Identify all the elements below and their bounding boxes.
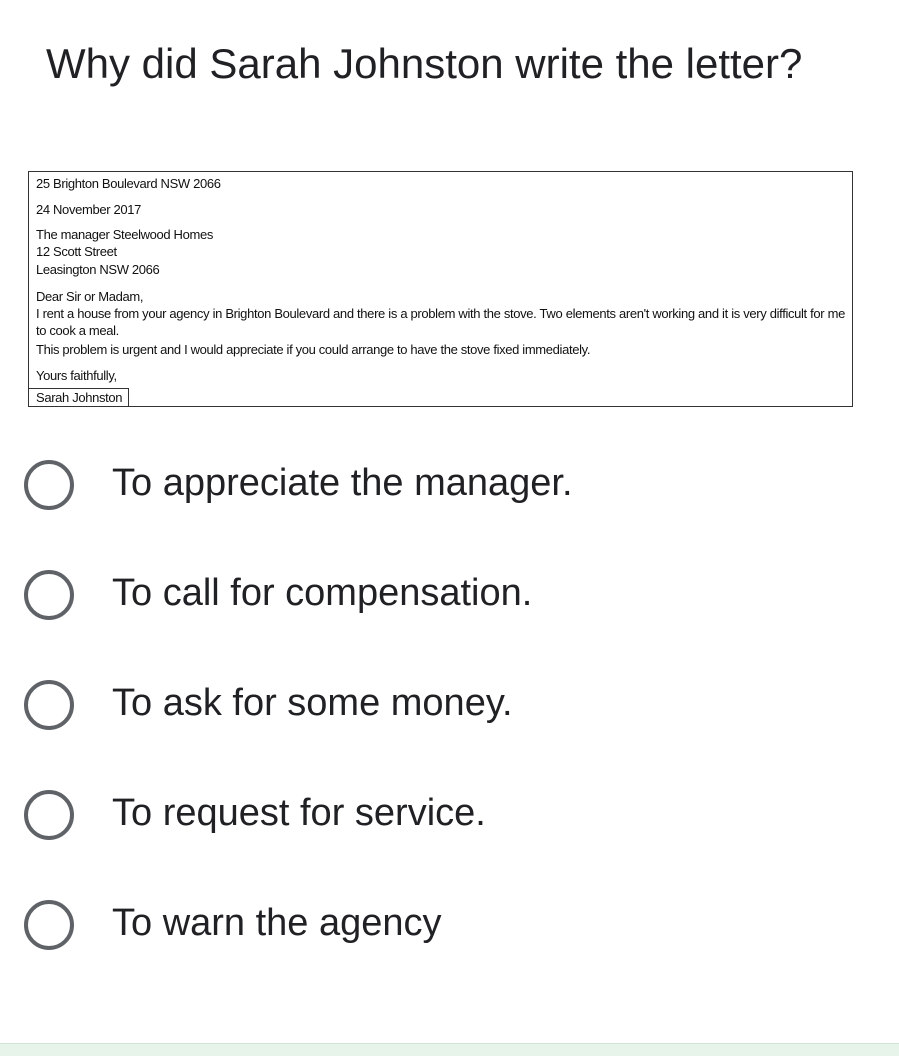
letter-body-paragraph: I rent a house from your agency in Brighton Boulevard and there is a problem with the stove. Two elements aren't working and it is very difficult for me to cook a meal.: [36, 306, 845, 338]
radio-button[interactable]: [24, 900, 74, 950]
letter-closing: Yours faithfully,: [36, 368, 117, 383]
letter-date: 24 November 2017: [36, 202, 141, 217]
letter-recipient-line: The manager Steelwood Homes: [36, 227, 213, 242]
footer-strip: [0, 1043, 899, 1056]
letter-recipient-line: Leasington NSW 2066: [36, 262, 160, 277]
option-item[interactable]: [0, 430, 899, 540]
option-label[interactable]: To request for service.: [112, 792, 486, 834]
option-item[interactable]: [0, 760, 899, 870]
letter-body-paragraph: This problem is urgent and I would appreciate if you could arrange to have the stove fixed immediately.: [36, 342, 591, 357]
radio-button[interactable]: [24, 460, 74, 510]
letter-salutation: Dear Sir or Madam,: [36, 289, 144, 304]
option-item[interactable]: [0, 870, 899, 980]
radio-button[interactable]: [24, 680, 74, 730]
option-item[interactable]: [0, 540, 899, 650]
option-label[interactable]: To ask for some money.: [112, 682, 513, 724]
letter-recipient-line: 12 Scott Street: [36, 244, 117, 259]
option-label[interactable]: To appreciate the manager.: [112, 462, 573, 504]
option-label[interactable]: To warn the agency: [112, 902, 442, 944]
letter-signature: Sarah Johnston: [29, 388, 129, 406]
letter-image: [28, 171, 853, 407]
option-item[interactable]: [0, 650, 899, 760]
radio-button[interactable]: [24, 570, 74, 620]
radio-button[interactable]: [24, 790, 74, 840]
letter-sender-address: 25 Brighton Boulevard NSW 2066: [36, 176, 221, 191]
option-label[interactable]: To call for compensation.: [112, 572, 533, 614]
question-title: Why did Sarah Johnston write the letter?: [46, 40, 803, 87]
